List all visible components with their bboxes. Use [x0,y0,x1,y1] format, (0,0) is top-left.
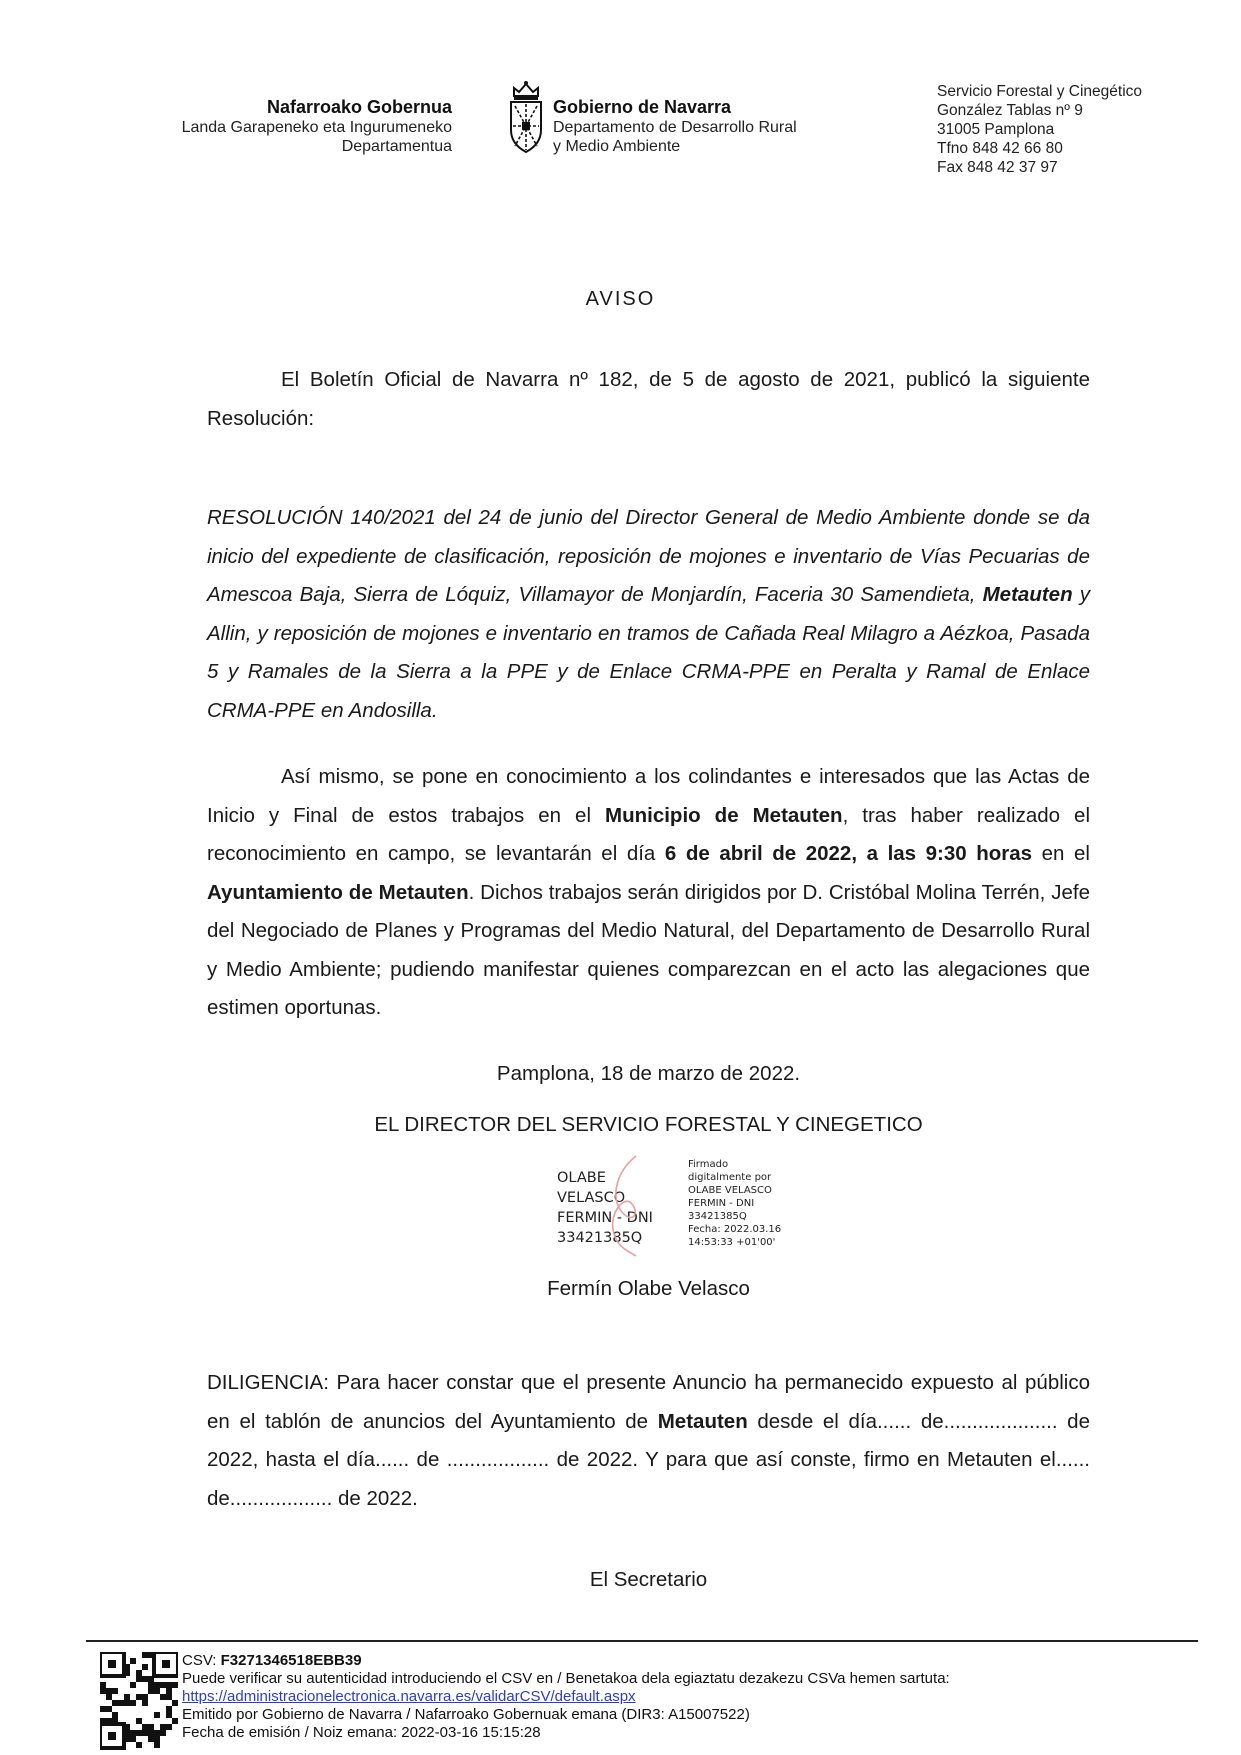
header-spanish-dept-line1: Departamento de Desarrollo Rural [553,119,797,136]
signer-role: EL DIRECTOR DEL SERVICIO FORESTAL Y CINEGETICO [374,1113,923,1136]
signature-detail-6: Fecha: 2022.03.16 [688,1224,782,1235]
qr-code-icon [100,1652,178,1750]
signature-detail-4: FERMIN - DNI [688,1198,755,1209]
signature-name-line2: VELASCO [557,1190,626,1206]
notice-location: Ayuntamiento de Metauten [207,880,469,904]
header-spanish-dept-line2: y Medio Ambiente [553,138,681,155]
secretary-label: El Secretario [589,1568,708,1591]
signature-scribble-icon [596,1152,656,1262]
verify-link[interactable]: https://administracionelectronica.navarra.es/validarCSV/default.aspx [182,1688,636,1705]
office-fax: Fax 848 42 37 97 [937,159,1058,176]
footer-csv-line [182,1652,950,1670]
place-date: Pamplona, 18 de marzo de 2022. [496,1062,801,1085]
document-title: AVISO [585,288,656,310]
resolution-municipality: Metauten [982,583,1073,606]
diligencia-paragraph [207,1364,1090,1518]
notice-text-2: , tras haber realizado el reconocimiento en campo, se levantarán el día [207,803,1091,865]
notice-text-1: Así mismo, se pone en conocimiento a los colindantes e interesados que las Actas de Inicio y Final de estos trabajos en el [207,765,1090,827]
navarra-coat-of-arms-icon [505,80,547,156]
header-basque [182,96,452,156]
signature-name-line3: FERMIN - DNI [557,1210,653,1226]
footer-csv-block [182,1652,950,1742]
signature-detail-5: 33421385Q [688,1211,747,1222]
header-basque-title: Nafarroako Gobernua [266,97,452,117]
footer-verify-text: Puede verificar su autenticidad introduciendo el CSV en / Benetakoa dela egiaztatu dezakezu CSVa hemen sartuta: [182,1670,950,1687]
office-address-block [937,82,1142,177]
header-basque-dept-line1: Landa Garapeneko eta Ingurumeneko [181,119,452,136]
footer-issued-by: Emitido por Gobierno de Navarra / Nafarroako Gobernuak emana (DIR3: A15007522) [182,1706,750,1723]
notice-municipality: Municipio de Metauten [605,803,843,827]
resolution-paragraph [207,499,1090,730]
diligencia-text-2: desde el día...... de.................... de 2022, hasta el día...... de .................. de 2022. Y para que así conste, firmo en Metauten el...... de.................. de 2022. [207,1409,1090,1510]
signature-detail-2: digitalmente por [688,1172,772,1183]
office-city: 31005 Pamplona [937,121,1055,138]
footer-divider [86,1640,1198,1642]
signature-detail-3: OLABE VELASCO [688,1185,772,1196]
csv-code: F3271346518EBB39 [220,1652,362,1669]
digital-signature-details [688,1158,781,1249]
diligencia-text-1: DILIGENCIA: Para hacer constar que el presente Anuncio ha permanecido expuesto al público en el tablón de anuncios del Ayuntamiento de [207,1371,1090,1433]
signature-name-line1: OLABE [557,1170,606,1186]
resolution-text-a: RESOLUCIÓN 140/2021 del 24 de junio del Director General de Medio Ambiente donde se da inicio del expediente de clasificación, reposición de mojones e inventario de Vías Pecuarias de Amescoa Baja, Sierra de Lóquiz, Villamayor de Monjardín, Faceria 30 Samendieta, [207,506,1090,606]
office-name: Servicio Forestal y Cinegético [937,83,1143,100]
header-spanish [553,96,797,156]
header-spanish-title: Gobierno de Navarra [553,97,732,117]
office-street: González Tablas nº 9 [937,102,1083,119]
signature-name-line4: 33421385Q [557,1230,643,1246]
intro-paragraph: El Boletín Oficial de Navarra nº 182, de 5 de agosto de 2021, publicó la siguiente Resolución: [207,368,1090,430]
signature-detail-1: Firmado [688,1159,729,1170]
csv-label: CSV: [182,1652,221,1669]
notice-date-time: 6 de abril de 2022, a las 9:30 horas [664,842,1033,865]
diligencia-municipality: Metauten [657,1409,748,1433]
office-phone: Tfno 848 42 66 80 [937,140,1063,157]
notice-text-4: . Dichos trabajos serán dirigidos por D. Cristóbal Molina Terrén, Jefe del Negociado de Planes y Programas del Medio Natural, del Departamento de Desarrollo Rural y Medio Ambiente; pudiendo manifestar quienes comparezcan en el acto las alegaciones que estimen oportunas. [207,880,1090,1019]
footer-issue-date: Fecha de emisión / Noiz emana: 2022-03-16 15:15:28 [182,1724,541,1741]
notice-paragraph [207,758,1090,1028]
notice-text-3: en el [1032,842,1090,865]
header-basque-dept-line2: Departamentua [341,138,452,155]
signer-name: Fermín Olabe Velasco [547,1277,750,1300]
resolution-text-b: y Allin, y reposición de mojones e inventario en tramos de Cañada Real Milagro a Aézkoa, Pasada 5 y Ramales de la Sierra a la PPE y de Enlace CRMA-PPE en Peralta y Ramal de Enlace CRMA-PPE en Andosilla. [207,583,1090,722]
signature-detail-7: 14:53:33 +01'00' [688,1237,776,1248]
